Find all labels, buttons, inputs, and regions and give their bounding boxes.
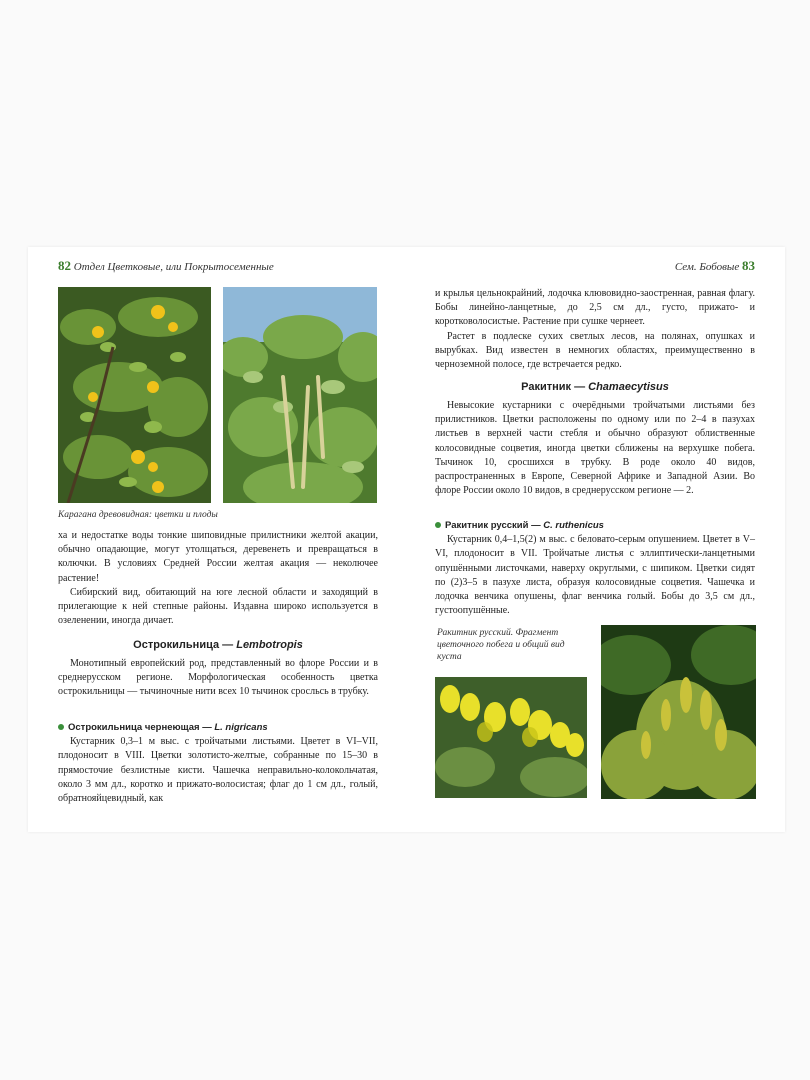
left-page <box>28 247 406 832</box>
left-text-block-2 <box>58 657 378 700</box>
species-lat: L. nigricans <box>214 722 268 733</box>
left-page-number: 82 <box>58 258 71 273</box>
chamaecytisus-flowers-image <box>435 677 587 798</box>
right-text-block-3 <box>435 519 755 618</box>
species-heading-nigricans <box>58 721 378 735</box>
paragraph: Монотипный европейский род, представленный во флоре России и в среднерусском регионе. Морфологическая особенность цветка острокильницы — тычиночные нити всех 10 тычинок сросльсь в трубку. <box>58 658 378 698</box>
right-page-number: 83 <box>742 258 755 273</box>
heading-ru: Острокильница — <box>133 639 234 651</box>
paragraph: ха и недостатке воды тонкие шиповидные прилистники желтой акации, обычно опадающие, могут утолщаться, деревенеть и превращаться в колючки. В условиях Средней России желтая акация — неколючее растение! <box>58 530 378 584</box>
right-running-head <box>675 258 755 274</box>
right-text-block-2 <box>435 399 755 498</box>
caragana-pods-photo <box>223 287 377 503</box>
paragraph: Сибирский вид, обитающий на юге лесной области и заходящий в прилегающие к ней степные районы. Издавна широко используется в озеленении, иногда дичает. <box>58 586 378 627</box>
heading-ru: Ракитник — <box>521 381 586 393</box>
bullet-icon <box>58 724 64 730</box>
bullet-icon <box>435 522 441 528</box>
left-text-block-3 <box>58 721 378 806</box>
left-running-head <box>58 258 274 274</box>
caragana-flowers-photo <box>58 287 211 503</box>
species-lat: C. ruthenicus <box>543 520 604 531</box>
book-spread <box>28 247 785 832</box>
section-heading-lembotropis <box>58 639 378 651</box>
paragraph: Кустарник 0,4–1,5(2) м выс. с беловато-серым опушением. Цветет в V–VI, плодоносит в VII. Тройчатые листья с эллиптически-ланцетными опушёнными листочками, наверху округлыми, с шипиком. Цветки сидят по (2)3–5 в пазухе листа, образуя колосовидные соцветия. Чашечка и лодочка венчика опушены, флаг венчика голый. Бобы до 3,5 см дл., густоопушённые. <box>435 534 755 617</box>
left-text-block-1 <box>58 529 378 628</box>
chamaecytisus-flowers-photo <box>435 677 587 798</box>
heading-lat: Lembotropis <box>236 639 303 651</box>
left-running-head-text: Отдел Цветковые, или Покрытосеменные <box>73 261 274 273</box>
right-text-block-1 <box>435 287 755 372</box>
paragraph: Кустарник 0,3–1 м выс. с тройчатыми листьями. Цветет в VI–VII, плодоносит в VIII. Цветки золотисто-желтые, собранные по 15–30 в прямосточие безлистные кисти. Чашечка неправильно-колокольчатая, около 3 мм дл., коротко и прижато-волосистая; флаг до 1 см дл., голый, обратнояйцевидный, как <box>58 736 378 805</box>
section-heading-chamaecytisus <box>435 381 755 393</box>
right-running-head-text: Сем. Бобовые <box>674 261 740 273</box>
right-photo-caption: Ракитник русский. Фрагмент цветочного побега и общий вид куста <box>437 628 565 662</box>
species-ru: Острокильница чернеющая — <box>68 722 212 733</box>
paragraph: Невысокие кустарники с очерёдными тройчатыми листьями без прилистников. Цветки расположены по одному или по 2–4 в пазухах листьев в верхней части стебля и обычно образуют облиственные колосовидные соцветия, иногда цветки сближены на верхушке побега. Тычинок 10, сросшихся в трубку. В роде около 40 видов, распространенных в Европе, Северной Африке и Западной Азии. Во флоре России около 10 видов, в среднерусском регионе — 2. <box>435 400 755 497</box>
left-photo-caption: Карагана древовидная: цветки и плоды <box>58 510 218 520</box>
right-page <box>407 247 785 832</box>
chamaecytisus-bush-image <box>601 625 756 799</box>
chamaecytisus-bush-photo <box>601 625 756 799</box>
heading-lat: Chamaecytisus <box>588 381 669 393</box>
caragana-flowers-image <box>58 287 211 503</box>
species-ru: Ракитник русский — <box>445 520 541 531</box>
paragraph: и крылья цельнокрайний, лодочка клювовидно-заостренная, равная флагу. Бобы линейно-ланцетные, до 2,5 см дл., густо, прижато- и коротковолосистые. Растение при сушке чернеет. <box>435 288 755 328</box>
species-heading-ruthenicus <box>435 519 755 533</box>
caragana-pods-image <box>223 287 377 503</box>
paragraph: Растет в подлеске сухих светлых лесов, на полянах, опушках и вырубках. Вид известен в немногих областях, преимущественно в черноземной полосе, где встречается редко. <box>435 330 755 371</box>
